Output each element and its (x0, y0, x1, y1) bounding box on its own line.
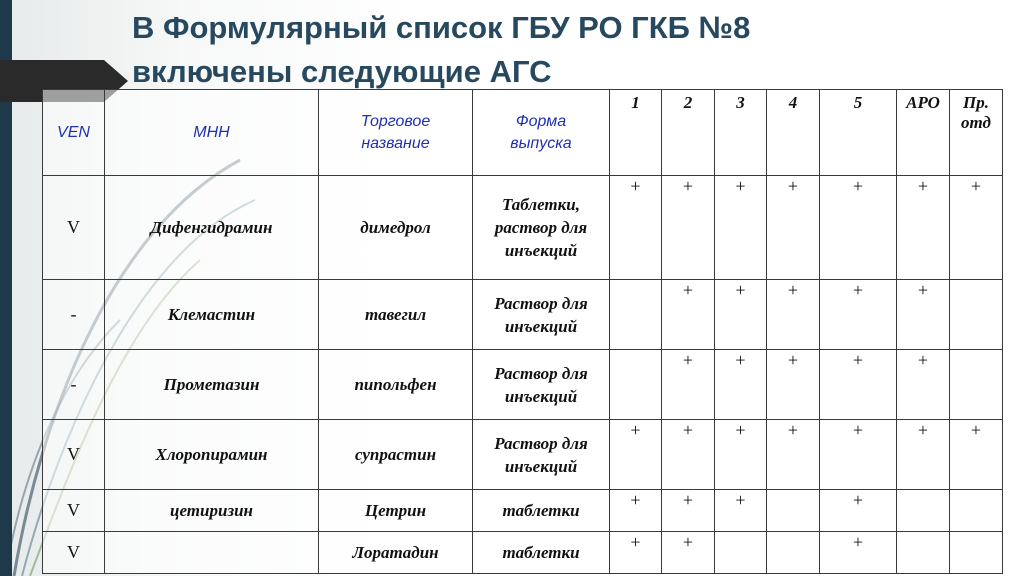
cell-mnn: Дифенгидрамин (105, 176, 319, 280)
cell-mark: + (715, 176, 767, 280)
cell-mark: + (820, 176, 897, 280)
cell-mnn: цетиризин (105, 490, 319, 532)
cell-mark: + (897, 350, 950, 420)
cell-ven: - (43, 280, 105, 350)
formulary-table (42, 89, 1003, 574)
cell-trade-name: димедрол (319, 176, 473, 280)
cell-mark (897, 532, 950, 574)
cell-mark: + (767, 420, 820, 490)
cell-trade-name: Лоратадин (319, 532, 473, 574)
cell-ven: V (43, 420, 105, 490)
title-line-1: В Формулярный список ГБУ РО ГКБ №8 (132, 10, 751, 45)
table-row (43, 350, 1003, 420)
cell-ven: V (43, 532, 105, 574)
header-form (473, 90, 610, 176)
cell-mark: + (610, 490, 662, 532)
header-col-pr-otd: Пр. отд (950, 90, 1003, 176)
cell-mark: + (662, 420, 715, 490)
cell-mark: + (610, 532, 662, 574)
cell-mark: + (820, 350, 897, 420)
table-row (43, 280, 1003, 350)
cell-mark: + (715, 350, 767, 420)
cell-trade-name: пипольфен (319, 350, 473, 420)
cell-form: Раствор для инъекций (473, 420, 610, 490)
header-trade-name (319, 90, 473, 176)
cell-ven: - (43, 350, 105, 420)
header-col-4: 4 (767, 90, 820, 176)
header-col-aro: АРО (897, 90, 950, 176)
cell-mark: + (820, 420, 897, 490)
cell-form: Раствор для инъекций (473, 280, 610, 350)
cell-form: Таблетки, раствор для инъекций (473, 176, 610, 280)
cell-mark (897, 490, 950, 532)
cell-form: таблетки (473, 532, 610, 574)
header-col-2: 2 (662, 90, 715, 176)
header-col-3: 3 (715, 90, 767, 176)
table-row (43, 420, 1003, 490)
header-mnn: МНН (105, 90, 319, 176)
cell-trade-name: Цетрин (319, 490, 473, 532)
table-row (43, 490, 1003, 532)
cell-mark: + (820, 532, 897, 574)
cell-mark: + (820, 490, 897, 532)
cell-mark (950, 490, 1003, 532)
cell-mnn: Хлоропирамин (105, 420, 319, 490)
table-header-row (43, 90, 1003, 176)
cell-mark: + (950, 176, 1003, 280)
cell-mark: + (715, 490, 767, 532)
header-form-line-2: выпуска (510, 134, 572, 152)
cell-mark: + (662, 280, 715, 350)
cell-mark (950, 532, 1003, 574)
header-col-5: 5 (820, 90, 897, 176)
header-col-1: 1 (610, 90, 662, 176)
cell-ven: V (43, 490, 105, 532)
page-title (132, 6, 750, 94)
cell-mark: + (715, 420, 767, 490)
cell-mark: + (950, 420, 1003, 490)
cell-mark: + (897, 420, 950, 490)
cell-mark: + (662, 490, 715, 532)
cell-mark: + (662, 532, 715, 574)
cell-mark (950, 280, 1003, 350)
cell-mark: + (610, 420, 662, 490)
cell-mnn: Прометазин (105, 350, 319, 420)
header-trade-line-1: Торговое (360, 112, 431, 130)
table-row (43, 176, 1003, 280)
cell-mark: + (610, 176, 662, 280)
cell-form: Раствор для инъекций (473, 350, 610, 420)
cell-trade-name: тавегил (319, 280, 473, 350)
cell-mark: + (897, 280, 950, 350)
cell-mark (610, 280, 662, 350)
cell-mark (767, 490, 820, 532)
title-line-2: включены следующие АГС (132, 54, 552, 89)
cell-mark: + (897, 176, 950, 280)
cell-mark: + (767, 350, 820, 420)
cell-mnn: Клемастин (105, 280, 319, 350)
cell-trade-name: супрастин (319, 420, 473, 490)
cell-mark: + (767, 280, 820, 350)
table-row (43, 532, 1003, 574)
cell-mark (715, 532, 767, 574)
header-trade-line-2: название (361, 134, 430, 152)
cell-mark (950, 350, 1003, 420)
cell-mark (767, 532, 820, 574)
cell-form: таблетки (473, 490, 610, 532)
cell-mark: + (662, 176, 715, 280)
cell-mnn (105, 532, 319, 574)
cell-mark: + (715, 280, 767, 350)
cell-mark: + (662, 350, 715, 420)
header-form-line-1: Форма (515, 112, 567, 130)
cell-mark: + (767, 176, 820, 280)
header-ven: VEN (43, 90, 105, 176)
cell-mark: + (820, 280, 897, 350)
cell-mark (610, 350, 662, 420)
cell-ven: V (43, 176, 105, 280)
